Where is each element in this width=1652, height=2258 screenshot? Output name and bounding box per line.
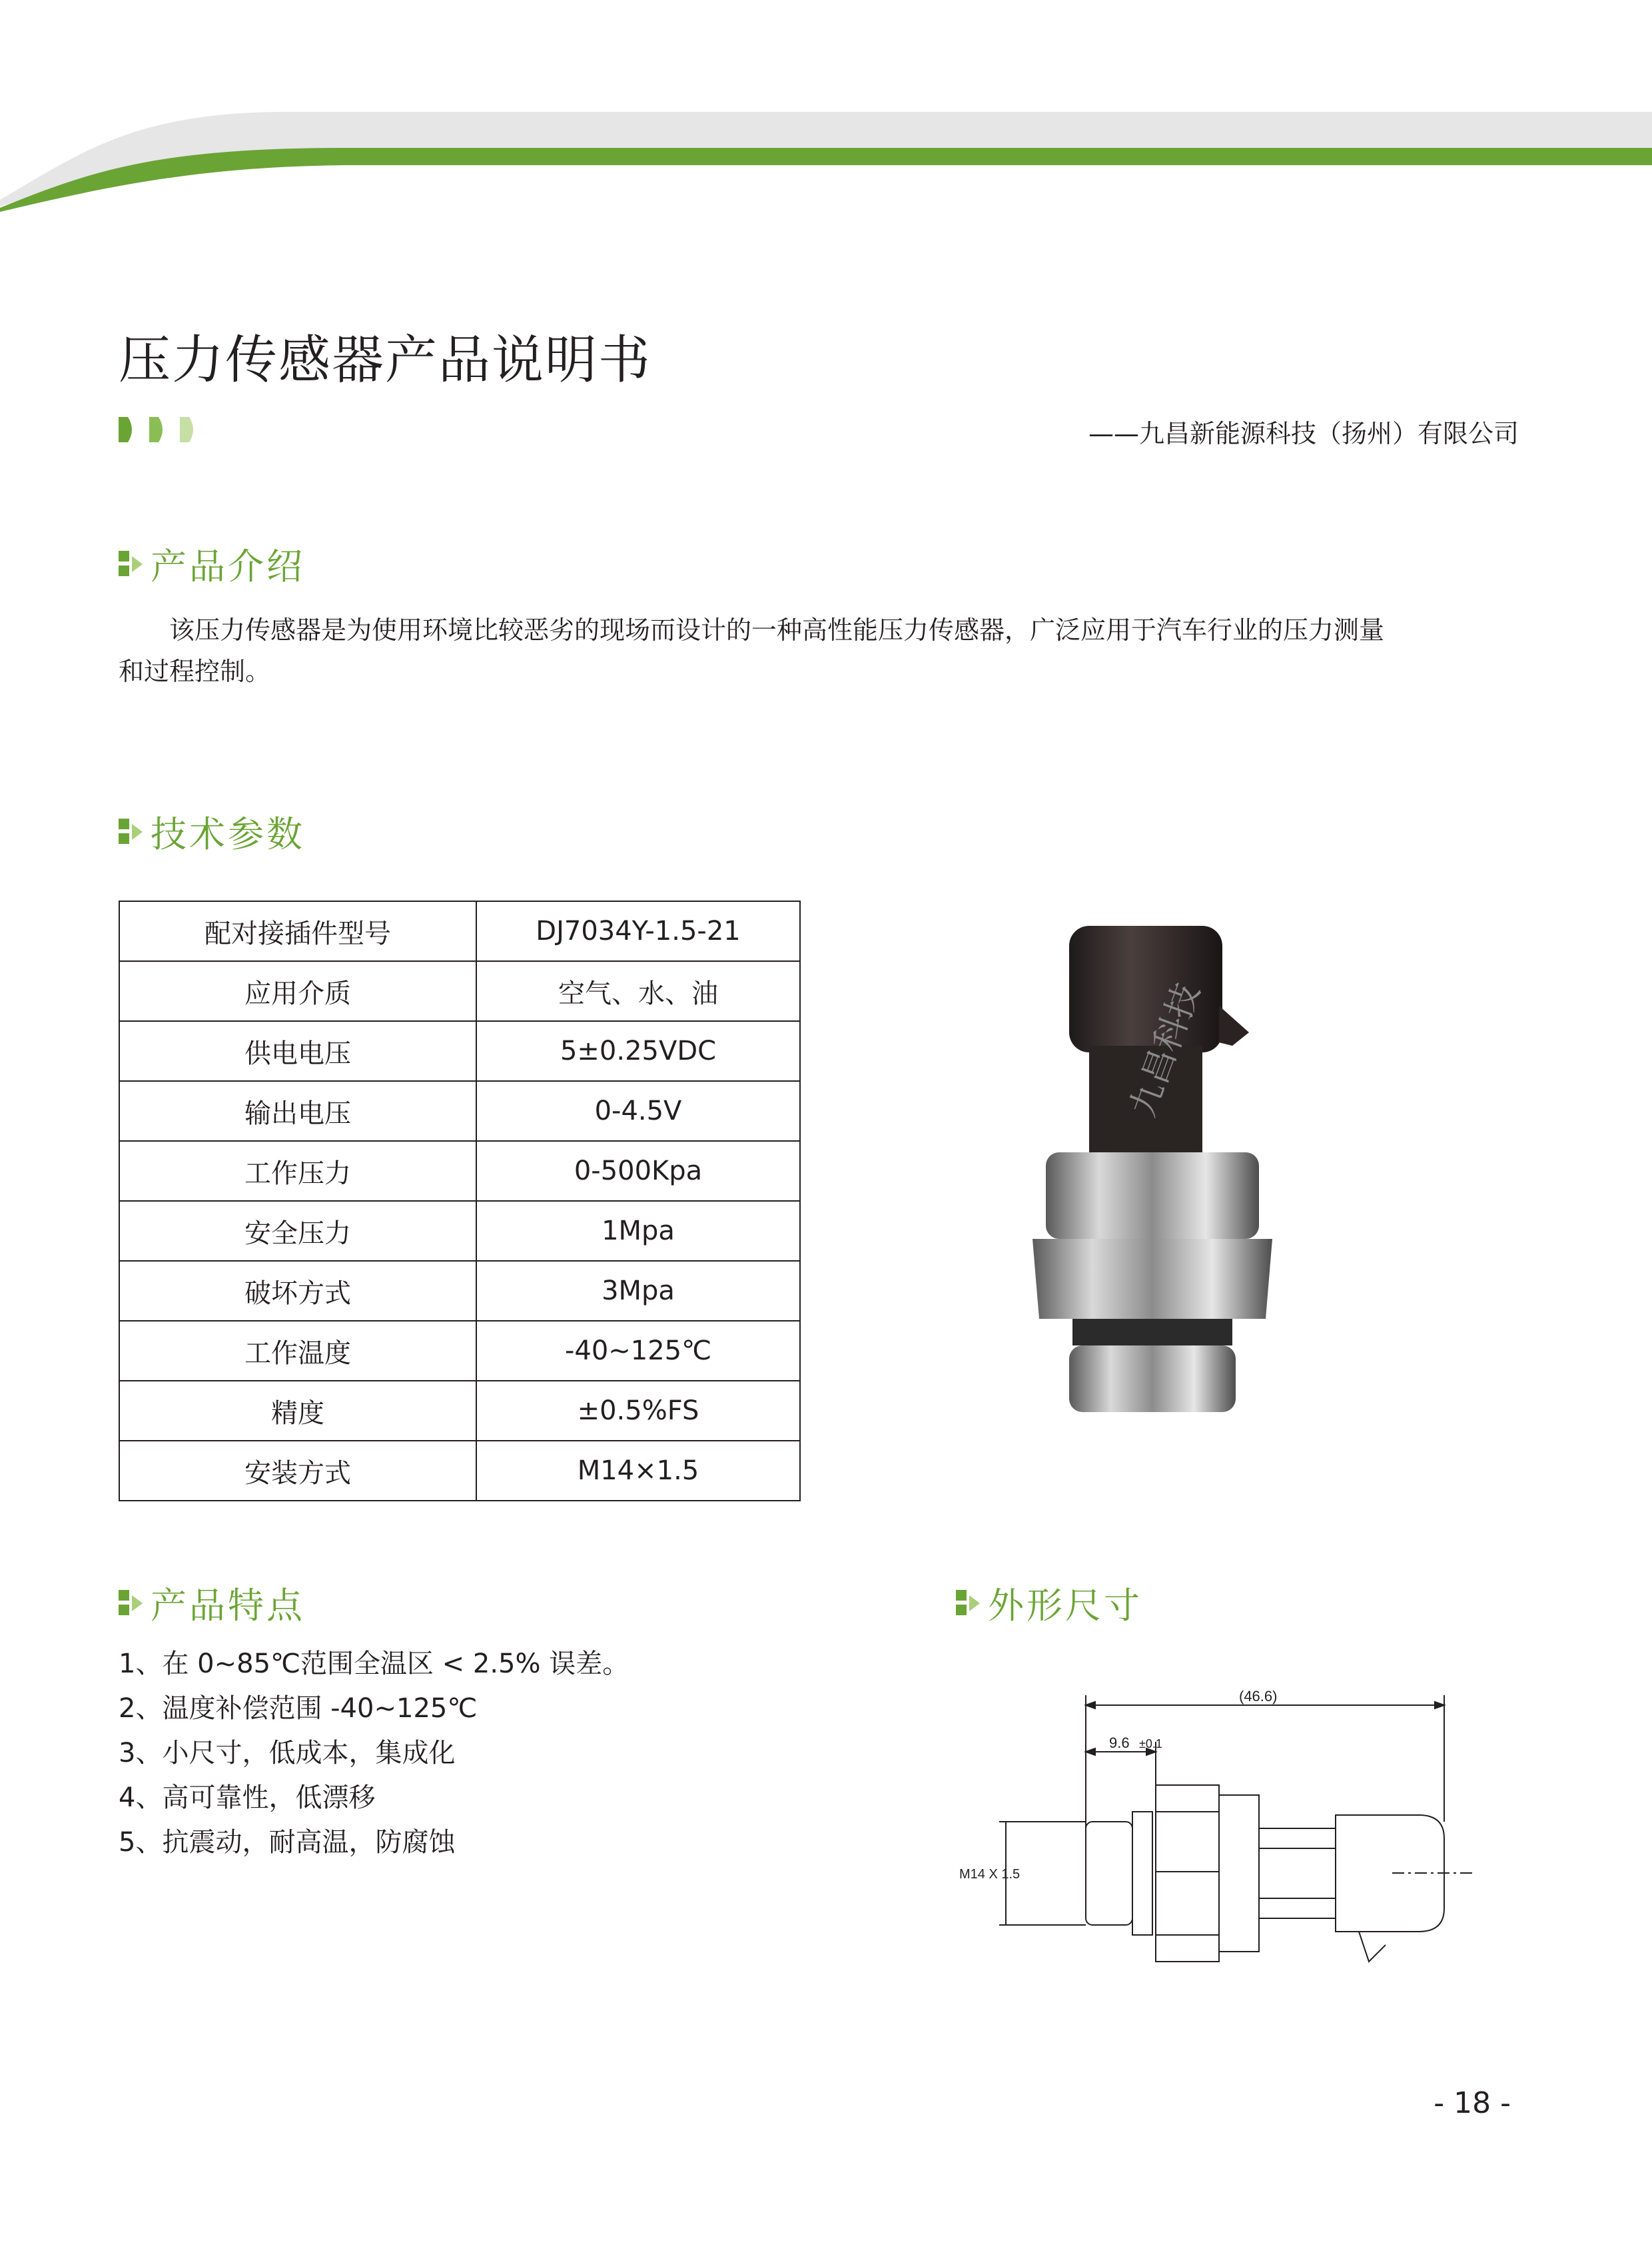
section-marker-icon (956, 1586, 981, 1621)
spec-value: 空气、水、油 (476, 961, 800, 1021)
table-row (119, 1261, 800, 1321)
hex-tolerance-label: ±0.1 (1139, 1737, 1162, 1750)
spec-table (119, 901, 801, 1501)
spec-value: ±0.5%FS (476, 1381, 800, 1441)
company-name: ——九昌新能源科技（扬州）有限公司 (1088, 419, 1519, 448)
specs-section-heading (119, 806, 305, 857)
feature-list (119, 1642, 629, 1865)
spec-value: M14×1.5 (476, 1441, 800, 1501)
spec-value: 1Mpa (476, 1201, 800, 1261)
table-row (119, 1321, 800, 1381)
header-wave-decoration (0, 0, 1652, 220)
spec-label: 安装方式 (119, 1441, 476, 1501)
table-row (119, 1201, 800, 1261)
spec-value: -40~125℃ (476, 1321, 800, 1381)
table-row (119, 961, 800, 1021)
list-item: 2、温度补偿范围 -40~125℃ (119, 1693, 478, 1724)
dimensions-section-heading (956, 1577, 1142, 1629)
spec-value: 3Mpa (476, 1261, 800, 1321)
spec-label: 工作温度 (119, 1321, 476, 1381)
spec-label: 应用介质 (119, 961, 476, 1021)
features-section-heading (119, 1577, 305, 1629)
spec-value: 0-500Kpa (476, 1141, 800, 1201)
intro-heading-text: 产品介绍 (151, 546, 305, 587)
table-row (119, 901, 800, 961)
list-item: 1、在 0~85℃范围全温区 < 2.5% 误差。 (119, 1649, 629, 1679)
table-row (119, 1081, 800, 1141)
list-item: 4、高可靠性，低漂移 (119, 1782, 376, 1813)
spec-value: 5±0.25VDC (476, 1021, 800, 1081)
thread-label: M14 X 1.5 (959, 1867, 1021, 1882)
spec-label: 工作压力 (119, 1141, 476, 1201)
photo-watermark: 九昌科技 (1122, 978, 1208, 1122)
spec-label: 精度 (119, 1381, 476, 1441)
hex-length-label: 9.6 (1109, 1734, 1130, 1751)
page-number: - 18 - (1434, 2086, 1511, 2120)
table-row (119, 1021, 800, 1081)
intro-paragraph (119, 609, 1531, 692)
triple-arrow-icon (119, 414, 205, 445)
intro-line-2: 和过程控制。 (119, 657, 271, 686)
list-item: 3、小尺寸，低成本，集成化 (119, 1738, 456, 1768)
intro-section-heading (119, 538, 305, 589)
spec-label: 供电电压 (119, 1021, 476, 1081)
spec-label: 配对接插件型号 (119, 901, 476, 961)
features-heading-text: 产品特点 (151, 1585, 305, 1627)
overall-length-label: (46.6) (1239, 1688, 1278, 1704)
specs-heading-text: 技术参数 (151, 813, 305, 855)
section-marker-icon (119, 1586, 144, 1621)
table-row (119, 1141, 800, 1201)
spec-label: 破坏方式 (119, 1261, 476, 1321)
dimensions-heading-text: 外形尺寸 (988, 1585, 1142, 1627)
document-title: 压力传感器产品说明书 (119, 330, 652, 390)
dimension-drawing (959, 1679, 1492, 1992)
spec-value: 0-4.5V (476, 1081, 800, 1141)
table-row (119, 1441, 800, 1501)
intro-line-1: 该压力传感器是为使用环境比较恶劣的现场而设计的一种高性能压力传感器，广泛应用于汽车行业的压力测量 (119, 615, 1385, 645)
section-marker-icon (119, 547, 144, 581)
spec-label: 输出电压 (119, 1081, 476, 1141)
section-marker-icon (119, 815, 144, 849)
spec-label: 安全压力 (119, 1201, 476, 1261)
spec-value: DJ7034Y-1.5-21 (476, 901, 800, 961)
list-item: 5、抗震动，耐高温，防腐蚀 (119, 1827, 456, 1858)
sensor-photo (1019, 919, 1286, 1425)
table-row (119, 1381, 800, 1441)
